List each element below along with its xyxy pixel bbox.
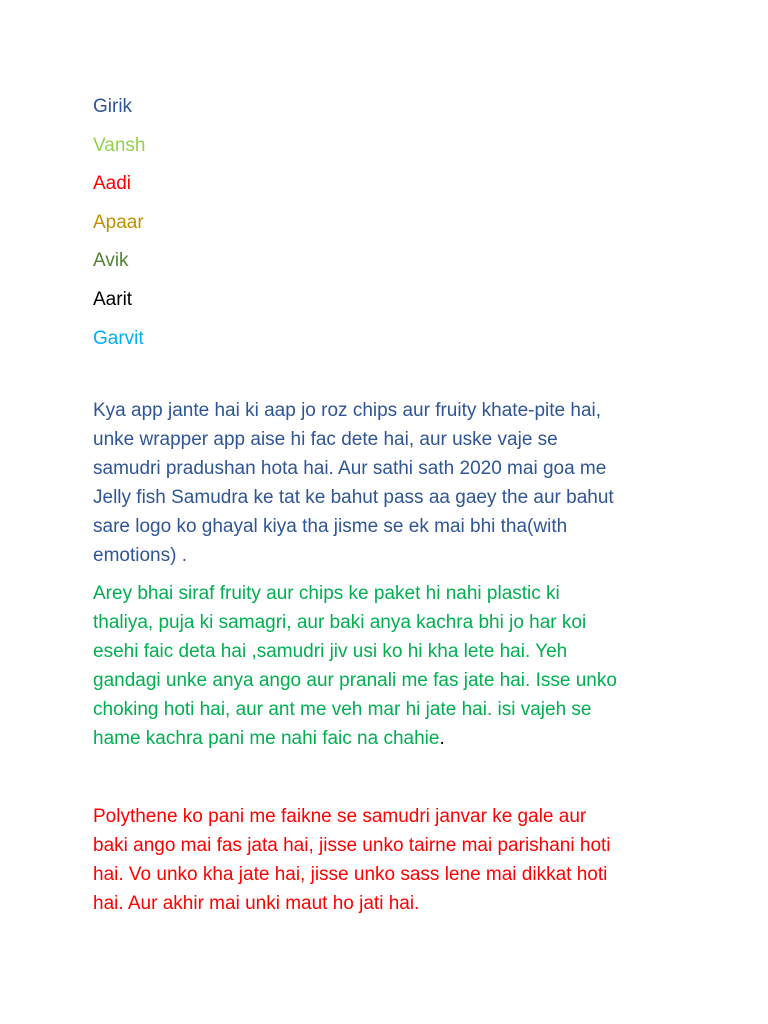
paragraph-ocean-pollution [93,396,733,570]
paragraph-line: sare logo ko ghayal kiya tha jisme se ek mai bhi tha(with [93,516,568,537]
name-apaar: Apaar [93,211,144,233]
paragraph-line-text: hame kachra pani me nahi faic na chahie [93,728,440,749]
paragraph-line: baki ango mai fas jata hai, jisse unko tairne mai parishani hoti [93,835,611,856]
paragraph-line: emotions) . [93,545,187,566]
paragraph-line: Arey bhai siraf fruity aur chips ke paket hi nahi plastic ki [93,583,560,604]
name-garvit: Garvit [93,327,144,349]
paragraph-line: hai. Vo unko kha jate hai, jisse unko sass lene mai dikkat hoti [93,864,608,885]
paragraph-line: esehi faic deta hai ,samudri jiv usi ko hi kha lete hai. Yeh [93,641,568,662]
paragraph-line: samudri pradushan hota hai. Aur sathi sath 2020 mai goa me [93,458,607,479]
paragraph-line-last [93,724,733,753]
paragraph-polythene [93,802,733,918]
name-avik: Avik [93,250,129,272]
paragraph-line: unke wrapper app aise hi fac dete hai, aur uske vaje se [93,429,558,450]
paragraph-line: Polythene ko pani me faikne se samudri janvar ke gale aur [93,806,587,827]
name-aarit: Aarit [93,288,133,310]
paragraph-line: thaliya, puja ki samagri, aur baki anya kachra bhi jo har koi [93,612,587,633]
name-girik: Girik [93,96,133,117]
name-aadi: Aadi [93,173,132,195]
trailing-period: . [439,728,445,749]
paragraph-line: choking hoti hai, aur ant me veh mar hi jate hai. isi vajeh se [93,699,592,720]
name-list [93,88,145,358]
paragraph-line: gandagi unke anya ango aur pranali me fas jate hai. Isse unko [93,670,617,691]
paragraph-line: hai. Aur akhir mai unki maut ho jati hai. [93,893,420,914]
paragraph-line: Jelly fish Samudra ke tat ke bahut pass aa gaey the aur bahut [93,487,614,508]
paragraph-line: Kya app jante hai ki aap jo roz chips aur fruity khate-pite hai, [93,400,602,421]
name-vansh: Vansh [93,134,146,156]
paragraph-plastic-waste [93,579,733,753]
